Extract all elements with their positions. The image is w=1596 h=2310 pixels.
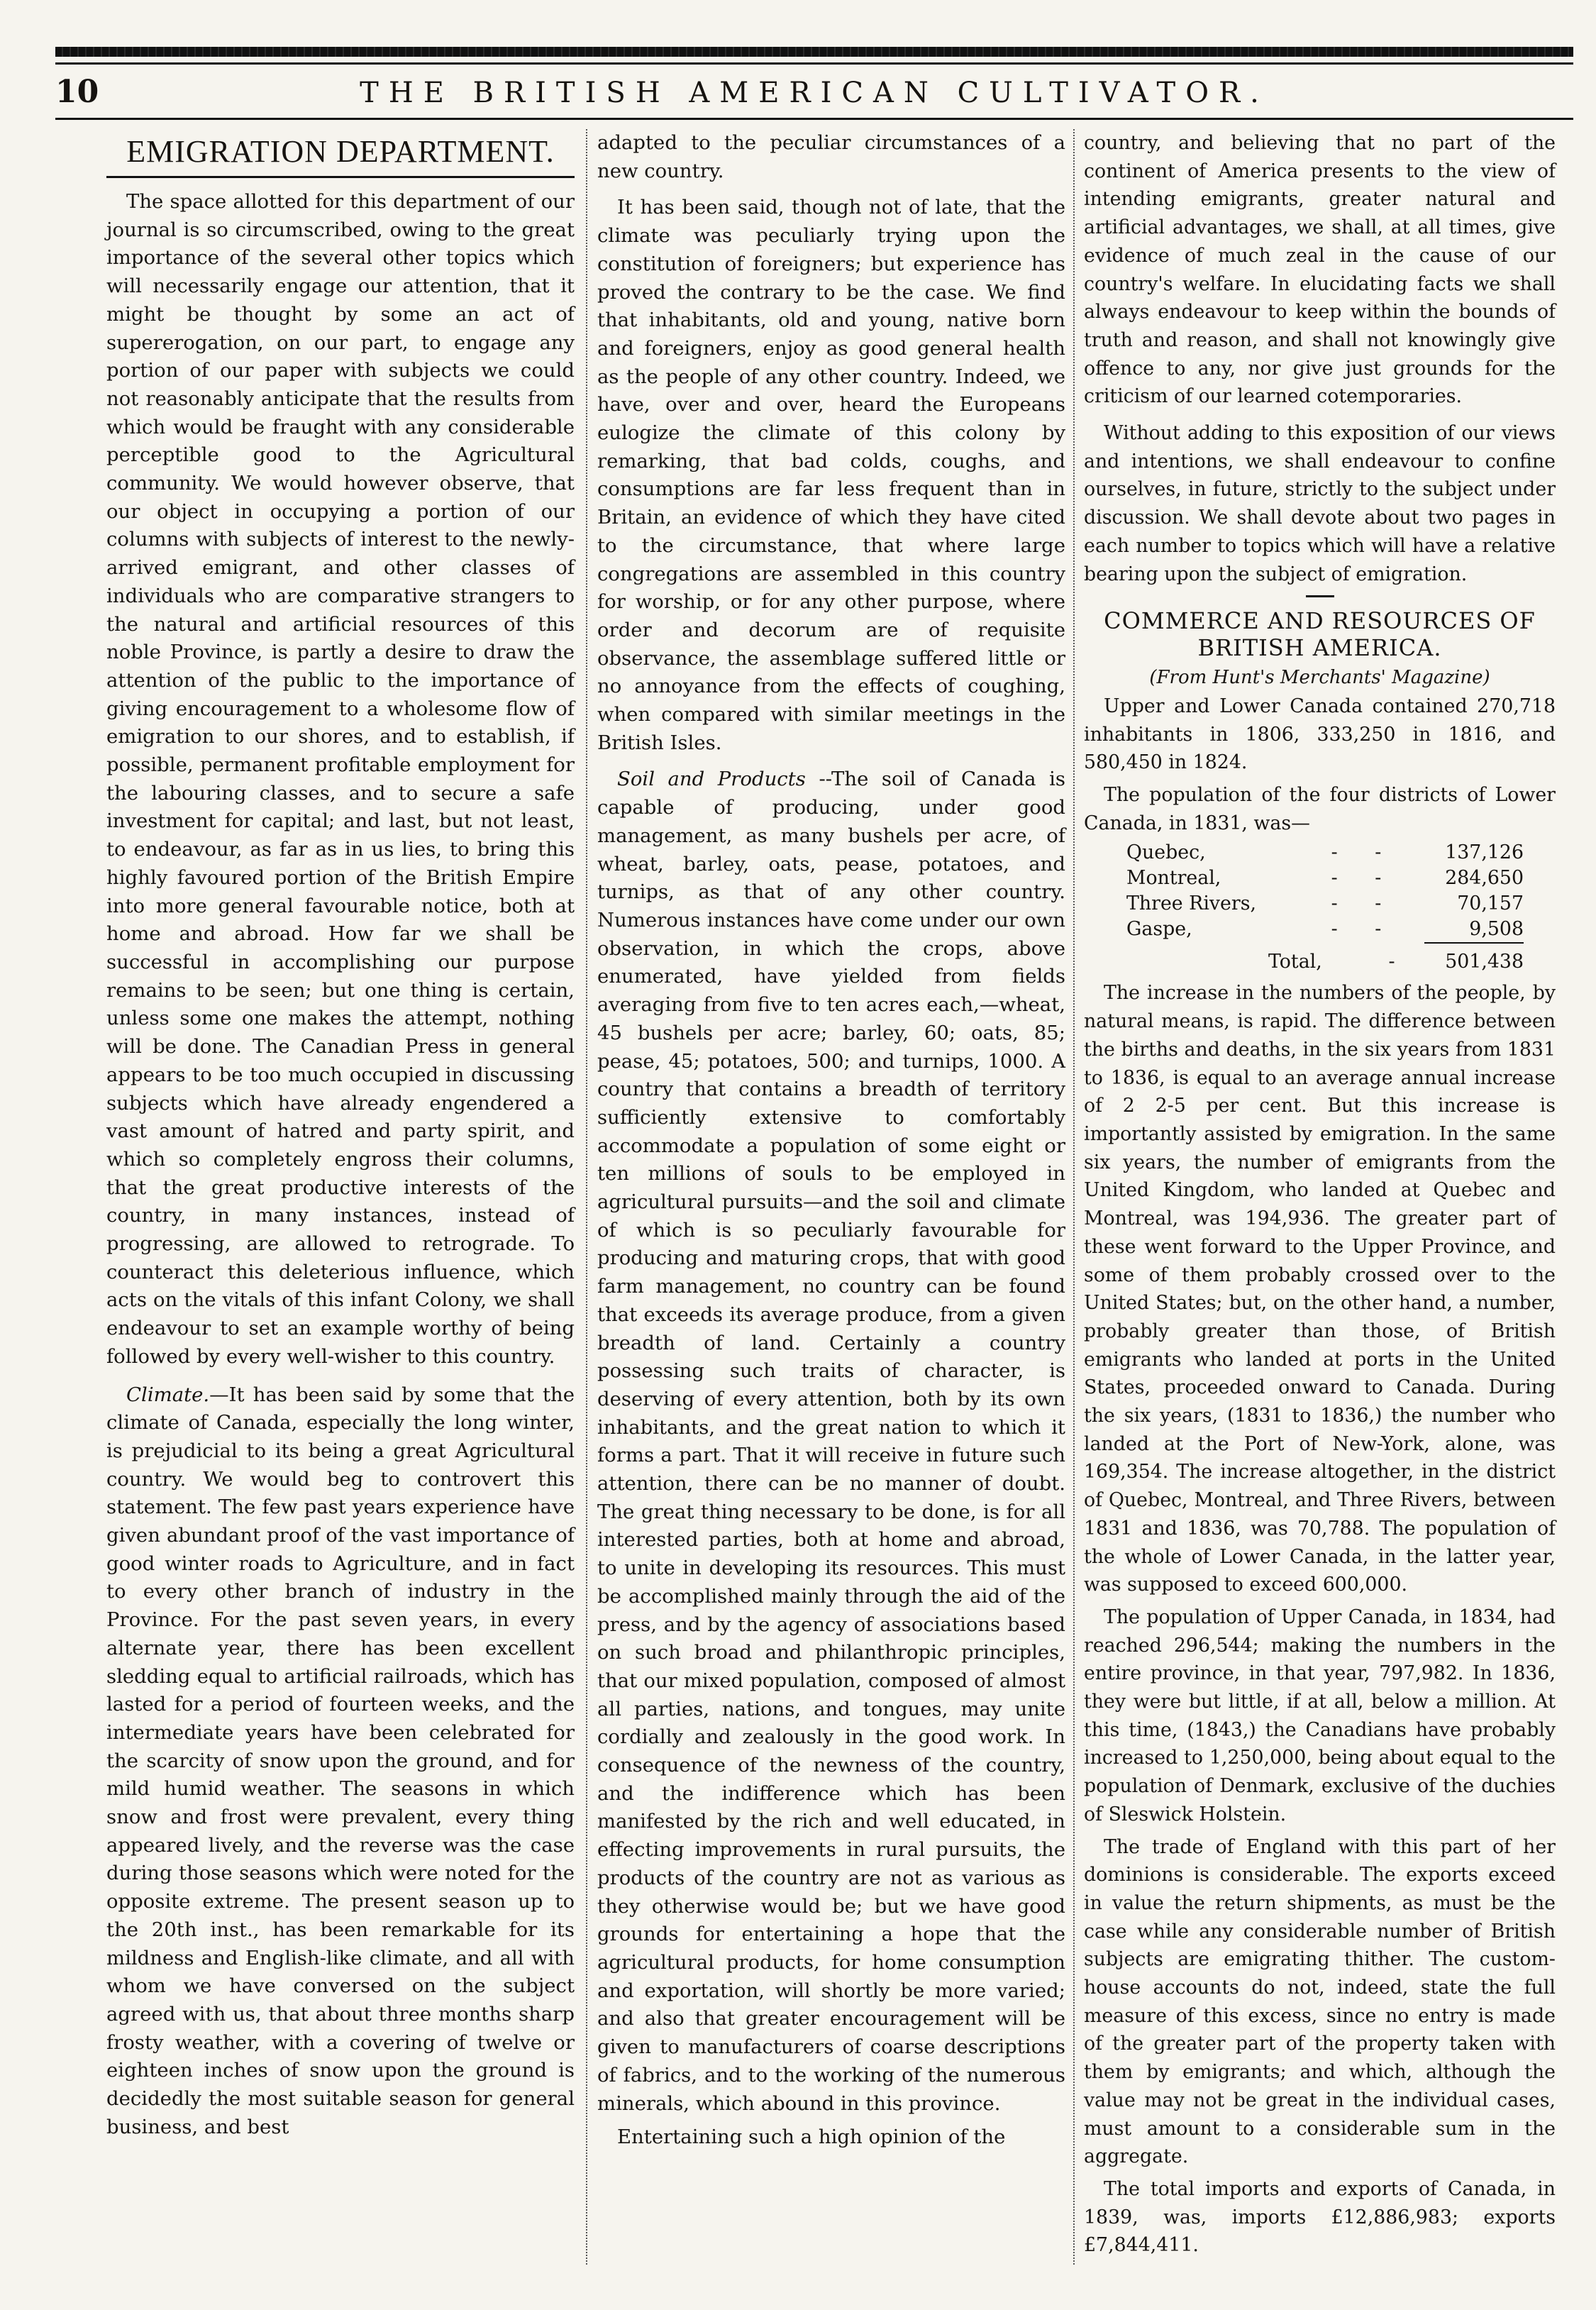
table-row	[1126, 840, 1524, 866]
district-name: Montreal,	[1126, 867, 1221, 890]
population-paragraph: Upper and Lower Canada contained 270,718 inhabitants in 1806, 333,250 in 1816, and 580,450 in 1824.	[1084, 695, 1556, 774]
table-row	[1126, 866, 1524, 891]
section-title-line2: BRITISH AMERICA.	[1197, 634, 1442, 662]
leader-dots: - -	[1331, 918, 1397, 941]
district-name: Gaspe,	[1126, 918, 1192, 941]
leader-dots: - -	[1331, 867, 1397, 890]
exposition-paragraph: Without adding to this exposition of our views and intentions, we shall endeavour to confine ourselves, in future, strictly to the subject under discussion. We shall devote about two pages in each number to topics which will have a relative bearing upon the subject of emigration.	[1084, 422, 1556, 585]
soil-lead: Soil and Products	[617, 768, 806, 791]
column-divider	[1073, 129, 1075, 2265]
district-name: Three Rivers,	[1126, 892, 1256, 915]
trade-paragraph: The trade of England with this part of her dominions is considerable. The exports exceed in value the return shipments, as must be the case while any considerable number of British subjects are emigrating thither. The custom-house accounts do not, indeed, state the full measure of this excess, since no entry is made of the greater part of the property taken with them by emigrants; and which, although the value may not be great in the individual cases, must amount to a considerable sum in the aggregate.	[1084, 1835, 1556, 2168]
districts-table	[1126, 840, 1524, 975]
climate-lead: Climate.	[126, 1383, 210, 1406]
district-value: 137,126	[1445, 841, 1524, 864]
climate-paragraph	[106, 1381, 575, 2142]
section-title-line1: COMMERCE AND RESOURCES OF	[1104, 607, 1536, 635]
journal-title: THE BRITISH AMERICAN CULTIVATOR.	[360, 77, 1269, 109]
total-value: 501,438	[1445, 951, 1524, 973]
top-border-bar	[55, 47, 1573, 57]
district-value: 9,508	[1469, 918, 1524, 941]
district-name: Quebec,	[1126, 841, 1206, 864]
soil-paragraph	[597, 766, 1065, 2118]
page-number: 10	[55, 74, 99, 110]
health-paragraph: It has been said, though not of late, that the climate was peculiarly trying upon the constitution of foreigners; but experience has proved the contrary to be the case. We find that inhabitants, old and young, native born and foreigners, enjoy as good general health as the people of any other country. Indeed, we have, over and over, heard the Europeans eulogize the climate of this colony by remarking, that bad colds, coughs, and consumptions are far less frequent than in Britain, an evidence of which they have cited to the circumstance, that where large congregations are assembled in this country for worship, or for any other purpose, where order and decorum are of requisite observance, the assemblage suffered little or no annoyance from the effects of coughing, when compared with similar meetings in the British Isles.	[597, 196, 1065, 754]
leader-dots: - -	[1331, 892, 1397, 915]
top-rule	[55, 62, 1573, 65]
department-rule	[106, 176, 575, 178]
department-title: EMIGRATION DEPARTMENT.	[126, 134, 555, 169]
upper-canada-paragraph: The population of Upper Canada, in 1834, had reached 296,544; making the numbers in the entire province, in that year, 797,982. In 1836, they were but little, if at all, below a million. At this time, (1843,) the Canadians have probably increased to 1,250,000, being about equal to the population of Denmark, exclusive of the duchies of Sleswick Holstein.	[1084, 1606, 1556, 1825]
closing-paragraph: Entertaining such a high opinion of the	[617, 2126, 1006, 2149]
districts-intro: The population of the four districts of Lower Canada, in 1831, was—	[1084, 784, 1556, 834]
table-row	[1126, 917, 1524, 942]
district-value: 70,157	[1457, 892, 1524, 915]
continuation-paragraph: adapted to the peculiar circumstances of a new country.	[597, 131, 1065, 182]
total-rule	[1424, 942, 1524, 944]
column-1	[106, 129, 575, 2142]
table-row	[1126, 891, 1524, 917]
increase-paragraph: The increase in the numbers of the people, by natural means, is rapid. The difference between the births and deaths, in the six years from 1831 to 1836, is equal to an average annual increase of 2 2-5 per cent. But this increase is importantly assisted by emigration. In the same six years, the number of emigrants from the United Kingdom, who landed at Quebec and Montreal, was 194,936. The greater part of these went forward to the Upper Province, and some of them probably crossed over to the United States; but, on the other hand, a number, probably greater than those, of British emigrants who landed at ports in the United States, proceeded onward to Canada. During the six years, (1831 to 1836,) the number who landed at the Port of New-York, alone, was 169,354. The increase altogether, in the district of Quebec, Montreal, and Three Rivers, between 1831 and 1836, was 70,788. The population of the whole of Lower Canada, in the latter year, was supposed to exceed 600,000.	[1084, 982, 1556, 1596]
column-3	[1084, 129, 1556, 2260]
running-header	[55, 74, 1573, 109]
intent-paragraph: country, and believing that no part of the continent of America presents to the view of intending emigrants, greater natural and artificial advantages, we shall, at all times, give evidence of much zeal in the cause of our country's welfare. In elucidating facts we shall always endeavour to keep within the bounds of truth and reason, and shall not knowingly give offence to any, nor give just grounds for the criticism of our learned cotemporaries.	[1084, 132, 1556, 408]
district-value: 284,650	[1445, 867, 1524, 890]
total-label: Total,	[1268, 951, 1322, 973]
section-title	[1084, 607, 1556, 661]
imports-paragraph: The total imports and exports of Canada, in 1839, was, imports £12,886,983; exports £7,844,411.	[1084, 2178, 1556, 2257]
leader-dots: -	[1388, 951, 1411, 973]
table-total-row	[1268, 949, 1524, 975]
soil-text: --The soil of Canada is capable of producing, under good management, as many bushels per acre, of wheat, barley, oats, pease, potatoes, and turnips, as that of any other country. Numerous instances have come under our own observation, in which the crops, above enumerated, have yielded from fields averaging from five to ten acres each,—wheat, 45 bushels per acre; barley, 60; oats, 85; pease, 45; potatoes, 500; and turnips, 1000. A country that contains a breadth of territory sufficiently extensive to comfortably accommodate a population of some eight or ten millions of souls to be employed in agricultural pursuits—and the soil and climate of which is so peculiarly favourable for producing and maturing crops, that with good farm management, no country can be found that exceeds its average produce, from a given breadth of land. Certainly a country possessing such traits of character, is deserving of every attention, both by its own inhabitants, and the great nation to which it forms a part. That it will receive in future such attention, there can be no manner of doubt. The great thing necessary to be done, is for all interested parties, both at home and abroad, to unite in developing its resources. This must be accomplished mainly through the aid of the press, and by the agency of associations based on such broad and philanthropic principles, that our mixed population, composed of almost all parties, nations, and tongues, may unite cordially and zealously in the good work. In consequence of the newness of the country, and the indifference which has been manifested by the rich and well educated, in effecting improvements in rural pursuits, the products of the country are not as various as they otherwise would be; but we have good grounds for entertaining a hope that the agricultural products, for home consumption and exportation, will shortly be more varied; and also that greater encouragement will be given to manufacturers of coarse descriptions of fabrics, and to the working of the numerous minerals, which abound in this province.	[597, 768, 1066, 2115]
section-rule	[1306, 595, 1334, 597]
intro-paragraph: The space allotted for this department of our journal is so circumscribed, owing to the great importance of the several other topics which will necessarily engage our attention, that it might be thought by some an act of supererogation, on our part, to engage any portion of our paper with subjects we could not reasonably anticipate that the results from which would be fraught with any considerable perceptible good to the Agricultural community. We would however observe, that our object in occupying a portion of our columns with subjects of interest to the newly-arrived emigrant, and other classes of individuals who are comparative strangers to the natural and artificial resources of this noble Province, is partly a desire to draw the attention of the public to the importance of giving encouragement to a wholesome flow of emigration to our shores, and to establish, if possible, permanent profitable employment for the labouring classes, and to secure a safe investment for capital; and last, but not least, to endeavour, as far as in us lies, to bring this highly favoured portion of the British Empire into more general favourable notice, both at home and abroad. How far we shall be successful in accomplishing our purpose remains to be seen; but one thing is certain, unless some one makes the attempt, nothing will be done. The Canadian Press in general appears to be too much occupied in discussing subjects which have already engendered a vast amount of hatred and party spirit, and which so completely engross their columns, that the great productive interests of the country, in many instances, instead of progressing, are allowed to retrograde. To counteract this deleterious influence, which acts on the vitals of this infant Colony, we shall endeavour to set an example worthy of being followed by every well-wisher to this country.	[106, 190, 575, 1368]
column-divider	[586, 129, 587, 2265]
climate-text: —It has been said by some that the climate of Canada, especially the long winter, is prejudicial to its being a great Agricultural country. We would beg to controvert this statement. The few past years experience have given abundant proof of the vast importance of good winter roads to Agriculture, and in fact to every other branch of industry in the Province. For the past seven years, in every alternate year, there has been excellent sledding equal to artificial railroads, which has lasted for a period of fourteen weeks, and the intermediate years have been celebrated for the scarcity of snow upon the ground, and for mild humid weather. The seasons in which snow and frost were prevalent, every thing appeared lively, and the reverse was the case during those seasons which were noted for the opposite extreme. The present season up to the 20th inst., has been remarkable for its mildness and English-like climate, and all with whom we have conversed on the subject agreed with us, that about three months sharp frosty weather, with a covering of twelve or eighteen inches of snow upon the ground is decidedly the most suitable season for general business, and best	[106, 1383, 575, 2138]
leader-dots: - -	[1331, 841, 1397, 864]
section-source: (From Hunt's Merchants' Magazine)	[1149, 667, 1490, 689]
column-2	[597, 129, 1065, 2152]
header-rule	[55, 118, 1573, 120]
